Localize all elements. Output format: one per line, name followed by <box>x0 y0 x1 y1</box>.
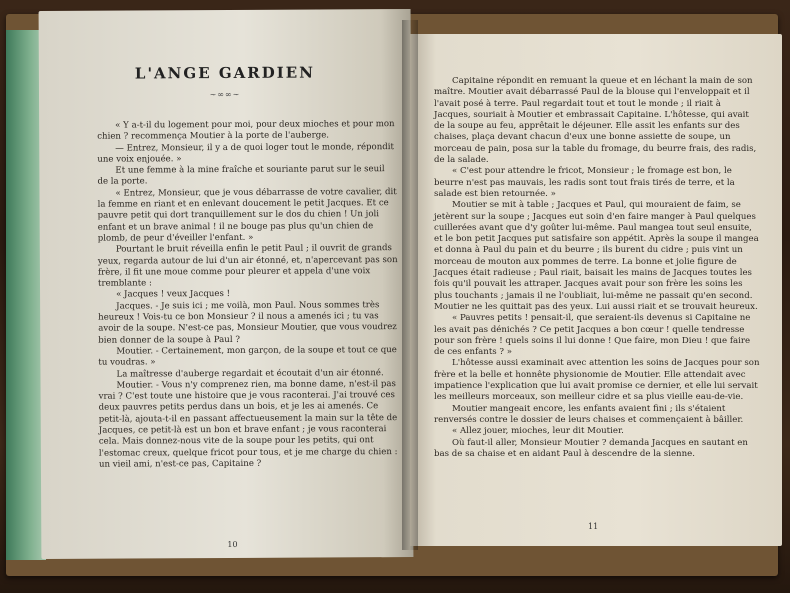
paragraph: « Entrez, Monsieur, que je vous débarrasse de votre cavalier, dit la femme en riant et en enlevant doucement le petit Jacques. Et ce pauvre petit qui dort tranquillement sur le dos du chien ! Un joli enfant et un brave animal ! il ne bouge pas plus qu'un chien de plomb, de peur d'éveiller l'enfant. » <box>97 186 397 244</box>
book-gutter <box>402 20 418 550</box>
paragraph: Moutier se mit à table ; Jacques et Paul, qui mouraient de faim, se jetèrent sur la soupe ; Jacques eut soin d'en faire manger à Paul quelques cuillerées avant que d'y goûter lui-même. Paul mangea tout seul ensuite, et le bon petit Jacques put satisfaire son appétit. Après la soupe il mangea et donna à Paul du pain et du beurre ; ils burent du cidre ; puis vint un morceau de mouton aux pommes de terre. La bonne et jolie figure de Jacques était radieuse ; Paul riait, baisait les mains de Jacques toutes les fois qu'il pouvait les attraper. Jacques avait pour son frère les soins les plus touchants ; jamais il ne l'oubliait, lui-même ne passait qu'en second. Moutier ne les quittait pas des yeux. Lui aussi riait et se trouvait heureux. <box>434 200 759 312</box>
paragraph: Moutier. - Certainement, mon garçon, de la soupe et tout ce que tu voudras. » <box>98 345 397 368</box>
paragraph: Pourtant le bruit réveilla enfin le petit Paul ; il ouvrit de grands yeux, regarda autour de lui d'un air étonné, et, n'apercevant pas son frère, il fit une moue comme pour pleurer et appela d'une voix tremblante : <box>97 243 398 289</box>
right-page <box>410 34 782 546</box>
paragraph: Où faut-il aller, Monsieur Moutier ? demanda Jacques en sautant en bas de sa chaise et en aidant Paul à descendre de la sienne. <box>434 437 748 459</box>
page-title: L'ANGE GARDIEN <box>134 63 315 83</box>
paragraph: « Jacques ! veux Jacques ! <box>116 289 231 301</box>
paragraph: Capitaine répondit en remuant la queue et en léchant la main de son maître. Moutier avait débarrassé Paul de la blouse qui l'enveloppait et il l'avait posé à terre. Paul regardait tout et tout le monde ; il riait à Jacques, souriait à Moutier et embrassait Capitaine. L'hôtesse, qui avait de la soupe au feu, apprêtait le déjeuner. Elle assit les enfants sur des chaises, plaça devant chacun d'eux une bonne assiette de soupe, un morceau de pain, posa sur la table du fromage, du beurre frais, des radis, de la salade. <box>434 76 757 166</box>
page-number: 10 <box>227 539 238 549</box>
paragraph: « Allez jouer, mioches, leur dit Moutier. <box>452 426 624 437</box>
paragraph: L'hôtesse aussi examinait avec attention les soins de Jacques pour son frère et la belle et honnête physionomie de Moutier. Elle attendait avec impatience l'explication que lui avait promise ce dernier, et elle lui servait les meilleurs morceaux, son meilleur cidre et sa plus vieille eau-de-vie. <box>434 358 760 403</box>
right-page-text <box>434 76 760 460</box>
paragraph: Et une femme à la mine fraîche et souriante parut sur le seuil de la porte. <box>97 164 385 188</box>
paragraph: Moutier mangeait encore, les enfants avaient fini ; ils s'étaient renversés contre le dossier de leurs chaises et commençaient à bâiller. <box>434 403 744 425</box>
paragraph: La maîtresse d'auberge regardait et écoutait d'un air étonné. <box>116 367 384 380</box>
left-page-text <box>97 119 399 471</box>
left-page <box>39 9 414 559</box>
paragraph: Jacques. - Je suis ici ; me voilà, mon Paul. Nous sommes très heureux ! Vois-tu ce bon Monsieur ? il nous a amenés ici ; tu vas avoir de la soupe. N'est-ce pas, Monsieur Moutier, que vous voudrez bien donner de la soupe à Paul ? <box>98 299 397 346</box>
paragraph: « Pauvres petits ! pensait-il, que seraient-ils devenus si Capitaine ne les avait pas dénichés ? Ce petit Jacques a bon cœur ! quelle tendresse pour son frère ! quels soins il lui donne ! Que faire, mon Dieu ! que faire de ces enfants ? » <box>434 313 751 358</box>
paragraph: « C'est pour attendre le fricot, Monsieur ; le fromage est bon, le beurre n'est pas mauvais, les radis sont tout frais tirés de terre, et la salade est bien retournée. » <box>434 166 735 199</box>
paragraph: — Entrez, Monsieur, il y a de quoi loger tout le monde, répondit une voix enjouée. » <box>97 141 394 165</box>
paragraph: Moutier. - Vous n'y comprenez rien, ma bonne dame, n'est-il pas vrai ? C'est toute une histoire que je vous raconterai. J'ai trouvé ces deux pauvres petits perdus dans un bois, et je les ai amenés. Ce petit-là, ajouta-t-il en passant affectueusement la main sur la tête de Jacques, ce petit-là est un bon et brave enfant ; je vous raconterai cela. Mais donnez-nous vite de la soupe pour les petits, qui ont l'estomac creux, quelque fricot pour tous, et je me charge du chien : un vieil ami, n'est-ce pas, Capitaine ? <box>98 378 398 470</box>
page-number: 11 <box>588 522 599 531</box>
title-ornament: ~∞∞~ <box>209 89 241 100</box>
paragraph: « Y a-t-il du logement pour moi, pour deux mioches et pour mon chien ? recommença Moutier à la porte de l'auberge. <box>97 119 395 142</box>
